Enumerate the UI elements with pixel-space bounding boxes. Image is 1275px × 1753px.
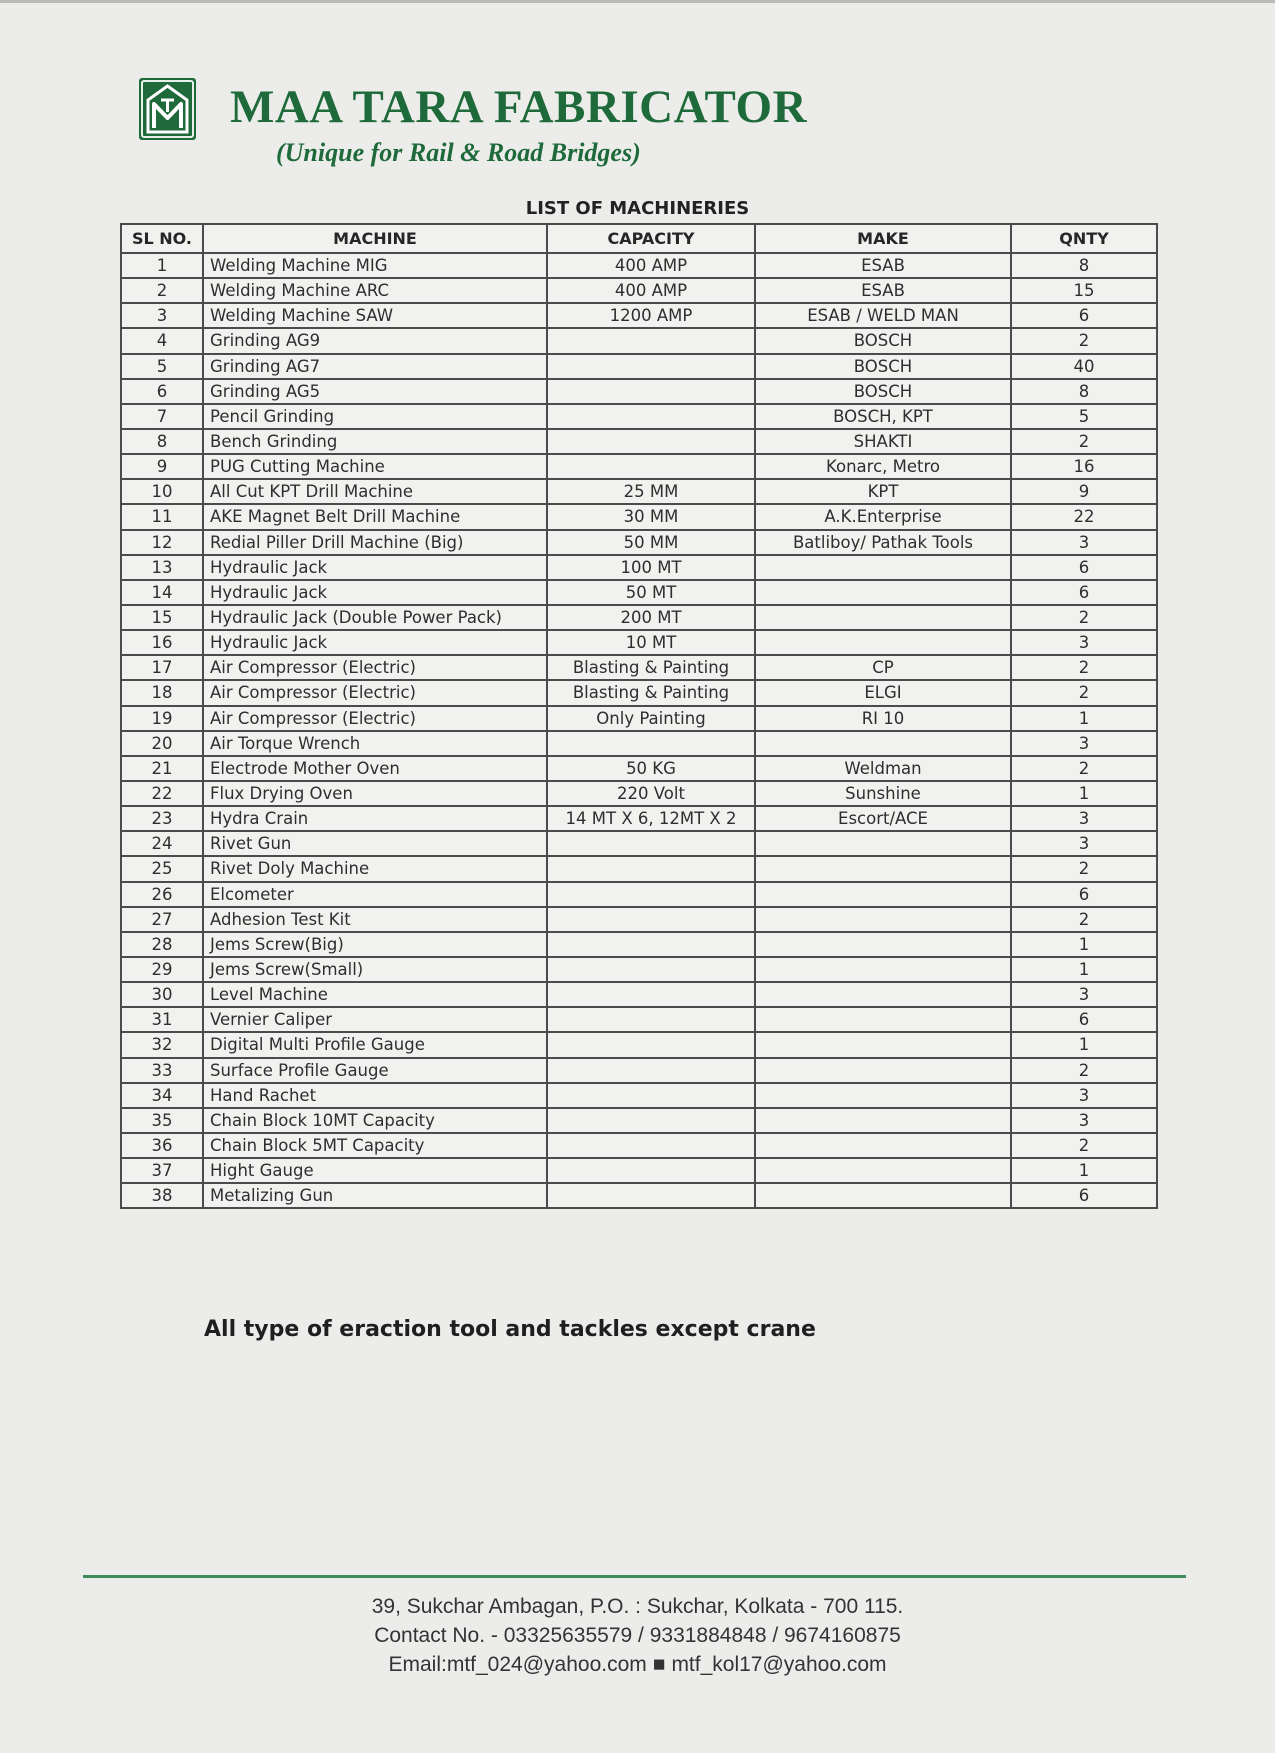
- cell-sl: 33: [121, 1058, 203, 1083]
- cell-machine: Bench Grinding: [203, 429, 547, 454]
- cell-make: Weldman: [755, 756, 1011, 781]
- cell-make: [755, 1032, 1011, 1057]
- cell-machine: Metalizing Gun: [203, 1183, 547, 1208]
- cell-sl: 25: [121, 856, 203, 881]
- cell-make: SHAKTI: [755, 429, 1011, 454]
- table-row: [121, 580, 1157, 605]
- cell-capacity: 14 MT X 6, 12MT X 2: [547, 806, 755, 831]
- cell-make: [755, 580, 1011, 605]
- cell-make: [755, 932, 1011, 957]
- cell-make: [755, 856, 1011, 881]
- cell-sl: 14: [121, 580, 203, 605]
- cell-sl: 7: [121, 404, 203, 429]
- cell-make: BOSCH: [755, 354, 1011, 379]
- table-header-row: [121, 224, 1157, 253]
- cell-make: [755, 957, 1011, 982]
- cell-capacity: 25 MM: [547, 479, 755, 504]
- table-body: [121, 253, 1157, 1208]
- cell-capacity: 50 MT: [547, 580, 755, 605]
- cell-qnty: 3: [1011, 630, 1157, 655]
- cell-sl: 23: [121, 806, 203, 831]
- table-row: [121, 831, 1157, 856]
- table-row: [121, 1158, 1157, 1183]
- cell-qnty: 2: [1011, 1058, 1157, 1083]
- cell-machine: Level Machine: [203, 982, 547, 1007]
- cell-make: BOSCH: [755, 379, 1011, 404]
- table-row: [121, 404, 1157, 429]
- table-row: [121, 756, 1157, 781]
- cell-machine: Welding Machine MIG: [203, 253, 547, 278]
- cell-capacity: [547, 957, 755, 982]
- cell-capacity: 400 AMP: [547, 253, 755, 278]
- cell-qnty: 22: [1011, 504, 1157, 529]
- footer-email-primary: mtf_024@yahoo.com: [446, 1653, 647, 1676]
- cell-make: [755, 1158, 1011, 1183]
- cell-qnty: 5: [1011, 404, 1157, 429]
- cell-qnty: 6: [1011, 882, 1157, 907]
- cell-sl: 36: [121, 1133, 203, 1158]
- cell-capacity: 50 KG: [547, 756, 755, 781]
- table-row: [121, 1083, 1157, 1108]
- cell-sl: 6: [121, 379, 203, 404]
- cell-qnty: 3: [1011, 530, 1157, 555]
- cell-qnty: 1: [1011, 932, 1157, 957]
- table-row: [121, 655, 1157, 680]
- cell-qnty: 1: [1011, 1032, 1157, 1057]
- cell-sl: 8: [121, 429, 203, 454]
- cell-capacity: 1200 AMP: [547, 303, 755, 328]
- cell-sl: 35: [121, 1108, 203, 1133]
- table-row: [121, 1058, 1157, 1083]
- cell-qnty: 1: [1011, 1158, 1157, 1183]
- cell-machine: Rivet Gun: [203, 831, 547, 856]
- table-row: [121, 379, 1157, 404]
- machinery-table: [120, 223, 1158, 1209]
- cell-capacity: [547, 982, 755, 1007]
- cell-machine: PUG Cutting Machine: [203, 454, 547, 479]
- cell-capacity: [547, 856, 755, 881]
- cell-sl: 26: [121, 882, 203, 907]
- cell-make: [755, 882, 1011, 907]
- cell-make: [755, 1007, 1011, 1032]
- cell-capacity: [547, 354, 755, 379]
- cell-capacity: [547, 907, 755, 932]
- cell-make: A.K.Enterprise: [755, 504, 1011, 529]
- table-row: [121, 429, 1157, 454]
- cell-qnty: 15: [1011, 278, 1157, 303]
- cell-qnty: 8: [1011, 253, 1157, 278]
- cell-machine: Electrode Mother Oven: [203, 756, 547, 781]
- cell-machine: Chain Block 5MT Capacity: [203, 1133, 547, 1158]
- cell-capacity: [547, 932, 755, 957]
- cell-qnty: 3: [1011, 1108, 1157, 1133]
- cell-qnty: 1: [1011, 957, 1157, 982]
- table-row: [121, 957, 1157, 982]
- cell-qnty: 40: [1011, 354, 1157, 379]
- cell-machine: Welding Machine ARC: [203, 278, 547, 303]
- header-machine: MACHINE: [203, 224, 547, 253]
- cell-capacity: [547, 1083, 755, 1108]
- cell-capacity: Blasting & Painting: [547, 680, 755, 705]
- cell-machine: Vernier Caliper: [203, 1007, 547, 1032]
- cell-sl: 19: [121, 706, 203, 731]
- table-row: [121, 706, 1157, 731]
- cell-machine: Adhesion Test Kit: [203, 907, 547, 932]
- table-row: [121, 454, 1157, 479]
- cell-machine: Hydraulic Jack: [203, 555, 547, 580]
- cell-qnty: 3: [1011, 731, 1157, 756]
- table-row: [121, 278, 1157, 303]
- cell-make: Batliboy/ Pathak Tools: [755, 530, 1011, 555]
- table-row: [121, 781, 1157, 806]
- bullet-icon: ■: [652, 1653, 666, 1676]
- cell-machine: Air Compressor (Electric): [203, 680, 547, 705]
- cell-make: [755, 982, 1011, 1007]
- table-row: [121, 530, 1157, 555]
- table-row: [121, 555, 1157, 580]
- cell-qnty: 6: [1011, 555, 1157, 580]
- cell-machine: Grinding AG9: [203, 328, 547, 353]
- footer-contact-block: [0, 1592, 1275, 1679]
- cell-make: [755, 605, 1011, 630]
- cell-sl: 38: [121, 1183, 203, 1208]
- cell-machine: Hydraulic Jack (Double Power Pack): [203, 605, 547, 630]
- header-sl-no: SL NO.: [121, 224, 203, 253]
- cell-machine: Air Torque Wrench: [203, 731, 547, 756]
- cell-qnty: 6: [1011, 1183, 1157, 1208]
- cell-qnty: 2: [1011, 856, 1157, 881]
- cell-qnty: 1: [1011, 706, 1157, 731]
- cell-capacity: [547, 1133, 755, 1158]
- cell-machine: All Cut KPT Drill Machine: [203, 479, 547, 504]
- cell-sl: 29: [121, 957, 203, 982]
- cell-machine: Hydraulic Jack: [203, 580, 547, 605]
- table-row: [121, 932, 1157, 957]
- table-row: [121, 856, 1157, 881]
- cell-sl: 21: [121, 756, 203, 781]
- cell-make: KPT: [755, 479, 1011, 504]
- cell-machine: Flux Drying Oven: [203, 781, 547, 806]
- cell-sl: 13: [121, 555, 203, 580]
- cell-sl: 24: [121, 831, 203, 856]
- table-row: [121, 1108, 1157, 1133]
- cell-capacity: [547, 1032, 755, 1057]
- cell-qnty: 2: [1011, 1133, 1157, 1158]
- cell-capacity: [547, 404, 755, 429]
- cell-capacity: 50 MM: [547, 530, 755, 555]
- cell-machine: Hight Gauge: [203, 1158, 547, 1183]
- cell-make: BOSCH, KPT: [755, 404, 1011, 429]
- cell-sl: 22: [121, 781, 203, 806]
- cell-capacity: Blasting & Painting: [547, 655, 755, 680]
- tools-note: All type of eraction tool and tackles except crane: [204, 1317, 816, 1342]
- table-row: [121, 479, 1157, 504]
- cell-machine: Air Compressor (Electric): [203, 655, 547, 680]
- cell-machine: Elcometer: [203, 882, 547, 907]
- cell-capacity: [547, 328, 755, 353]
- cell-qnty: 3: [1011, 831, 1157, 856]
- table-row: [121, 1133, 1157, 1158]
- cell-capacity: 400 AMP: [547, 278, 755, 303]
- cell-make: [755, 555, 1011, 580]
- cell-make: Escort/ACE: [755, 806, 1011, 831]
- cell-make: ESAB: [755, 278, 1011, 303]
- cell-make: [755, 1083, 1011, 1108]
- table-row: [121, 982, 1157, 1007]
- cell-sl: 9: [121, 454, 203, 479]
- cell-capacity: 30 MM: [547, 504, 755, 529]
- cell-capacity: [547, 379, 755, 404]
- footer-email-label: Email:: [388, 1653, 447, 1676]
- cell-make: [755, 630, 1011, 655]
- cell-capacity: [547, 1058, 755, 1083]
- cell-machine: Chain Block 10MT Capacity: [203, 1108, 547, 1133]
- cell-qnty: 6: [1011, 1007, 1157, 1032]
- cell-capacity: [547, 831, 755, 856]
- list-title: LIST OF MACHINERIES: [525, 198, 750, 219]
- table-row: [121, 328, 1157, 353]
- cell-sl: 32: [121, 1032, 203, 1057]
- cell-sl: 11: [121, 504, 203, 529]
- cell-sl: 16: [121, 630, 203, 655]
- cell-make: RI 10: [755, 706, 1011, 731]
- cell-machine: Hand Rachet: [203, 1083, 547, 1108]
- cell-make: [755, 907, 1011, 932]
- mtf-monogram-icon: [139, 78, 196, 140]
- cell-machine: AKE Magnet Belt Drill Machine: [203, 504, 547, 529]
- footer-address: 39, Sukchar Ambagan, P.O. : Sukchar, Kolkata - 700 115.: [371, 1595, 904, 1618]
- cell-qnty: 1: [1011, 781, 1157, 806]
- cell-capacity: [547, 1183, 755, 1208]
- cell-qnty: 9: [1011, 479, 1157, 504]
- cell-sl: 18: [121, 680, 203, 705]
- cell-machine: Jems Screw(Big): [203, 932, 547, 957]
- table-row: [121, 1007, 1157, 1032]
- header-make: MAKE: [755, 224, 1011, 253]
- footer-divider: [83, 1575, 1186, 1578]
- cell-qnty: 2: [1011, 605, 1157, 630]
- cell-qnty: 6: [1011, 303, 1157, 328]
- cell-qnty: 2: [1011, 907, 1157, 932]
- cell-machine: Grinding AG7: [203, 354, 547, 379]
- cell-machine: Pencil Grinding: [203, 404, 547, 429]
- table-row: [121, 253, 1157, 278]
- cell-qnty: 16: [1011, 454, 1157, 479]
- footer-contact-numbers: Contact No. - 03325635579 / 9331884848 / 9674160875: [374, 1624, 901, 1647]
- table-row: [121, 630, 1157, 655]
- cell-sl: 20: [121, 731, 203, 756]
- cell-sl: 4: [121, 328, 203, 353]
- cell-sl: 34: [121, 1083, 203, 1108]
- cell-sl: 30: [121, 982, 203, 1007]
- cell-sl: 37: [121, 1158, 203, 1183]
- cell-make: [755, 1183, 1011, 1208]
- cell-capacity: [547, 882, 755, 907]
- top-edge-rule: [0, 0, 1275, 3]
- header-qnty: QNTY: [1011, 224, 1157, 253]
- cell-capacity: [547, 429, 755, 454]
- cell-make: CP: [755, 655, 1011, 680]
- cell-machine: Air Compressor (Electric): [203, 706, 547, 731]
- cell-qnty: 8: [1011, 379, 1157, 404]
- cell-qnty: 3: [1011, 1083, 1157, 1108]
- cell-capacity: 10 MT: [547, 630, 755, 655]
- cell-qnty: 3: [1011, 982, 1157, 1007]
- cell-qnty: 2: [1011, 328, 1157, 353]
- cell-sl: 17: [121, 655, 203, 680]
- cell-make: [755, 831, 1011, 856]
- cell-capacity: 100 MT: [547, 555, 755, 580]
- cell-capacity: [547, 1007, 755, 1032]
- cell-make: Konarc, Metro: [755, 454, 1011, 479]
- cell-qnty: 6: [1011, 580, 1157, 605]
- cell-make: [755, 1058, 1011, 1083]
- cell-sl: 1: [121, 253, 203, 278]
- table-row: [121, 354, 1157, 379]
- cell-sl: 27: [121, 907, 203, 932]
- cell-qnty: 2: [1011, 429, 1157, 454]
- cell-capacity: [547, 1108, 755, 1133]
- table-row: [121, 1032, 1157, 1057]
- cell-capacity: [547, 1158, 755, 1183]
- table-row: [121, 303, 1157, 328]
- table-row: [121, 680, 1157, 705]
- cell-machine: Hydra Crain: [203, 806, 547, 831]
- cell-machine: Rivet Doly Machine: [203, 856, 547, 881]
- cell-machine: Jems Screw(Small): [203, 957, 547, 982]
- cell-capacity: 220 Volt: [547, 781, 755, 806]
- cell-capacity: [547, 731, 755, 756]
- table-row: [121, 1183, 1157, 1208]
- footer-email-secondary: mtf_kol17@yahoo.com: [671, 1653, 887, 1676]
- cell-sl: 10: [121, 479, 203, 504]
- footer-email-line: [0, 1650, 1275, 1679]
- cell-sl: 31: [121, 1007, 203, 1032]
- cell-machine: Welding Machine SAW: [203, 303, 547, 328]
- header-capacity: CAPACITY: [547, 224, 755, 253]
- cell-qnty: 2: [1011, 680, 1157, 705]
- cell-sl: 15: [121, 605, 203, 630]
- table-row: [121, 504, 1157, 529]
- cell-make: [755, 731, 1011, 756]
- table-row: [121, 907, 1157, 932]
- cell-sl: 2: [121, 278, 203, 303]
- table-row: [121, 806, 1157, 831]
- cell-make: [755, 1133, 1011, 1158]
- cell-capacity: [547, 454, 755, 479]
- cell-machine: Digital Multi Profile Gauge: [203, 1032, 547, 1057]
- table-row: [121, 731, 1157, 756]
- cell-capacity: 200 MT: [547, 605, 755, 630]
- cell-make: BOSCH: [755, 328, 1011, 353]
- cell-capacity: Only Painting: [547, 706, 755, 731]
- cell-make: ELGI: [755, 680, 1011, 705]
- cell-qnty: 2: [1011, 756, 1157, 781]
- cell-sl: 12: [121, 530, 203, 555]
- cell-make: ESAB / WELD MAN: [755, 303, 1011, 328]
- cell-qnty: 2: [1011, 655, 1157, 680]
- cell-make: [755, 1108, 1011, 1133]
- cell-make: ESAB: [755, 253, 1011, 278]
- cell-make: Sunshine: [755, 781, 1011, 806]
- table-row: [121, 605, 1157, 630]
- cell-machine: Grinding AG5: [203, 379, 547, 404]
- cell-sl: 28: [121, 932, 203, 957]
- cell-machine: Redial Piller Drill Machine (Big): [203, 530, 547, 555]
- cell-qnty: 3: [1011, 806, 1157, 831]
- cell-sl: 5: [121, 354, 203, 379]
- company-tagline: (Unique for Rail & Road Bridges): [276, 138, 641, 167]
- company-name: MAA TARA FABRICATOR: [230, 81, 808, 133]
- table-row: [121, 882, 1157, 907]
- cell-sl: 3: [121, 303, 203, 328]
- cell-machine: Hydraulic Jack: [203, 630, 547, 655]
- cell-machine: Surface Profile Gauge: [203, 1058, 547, 1083]
